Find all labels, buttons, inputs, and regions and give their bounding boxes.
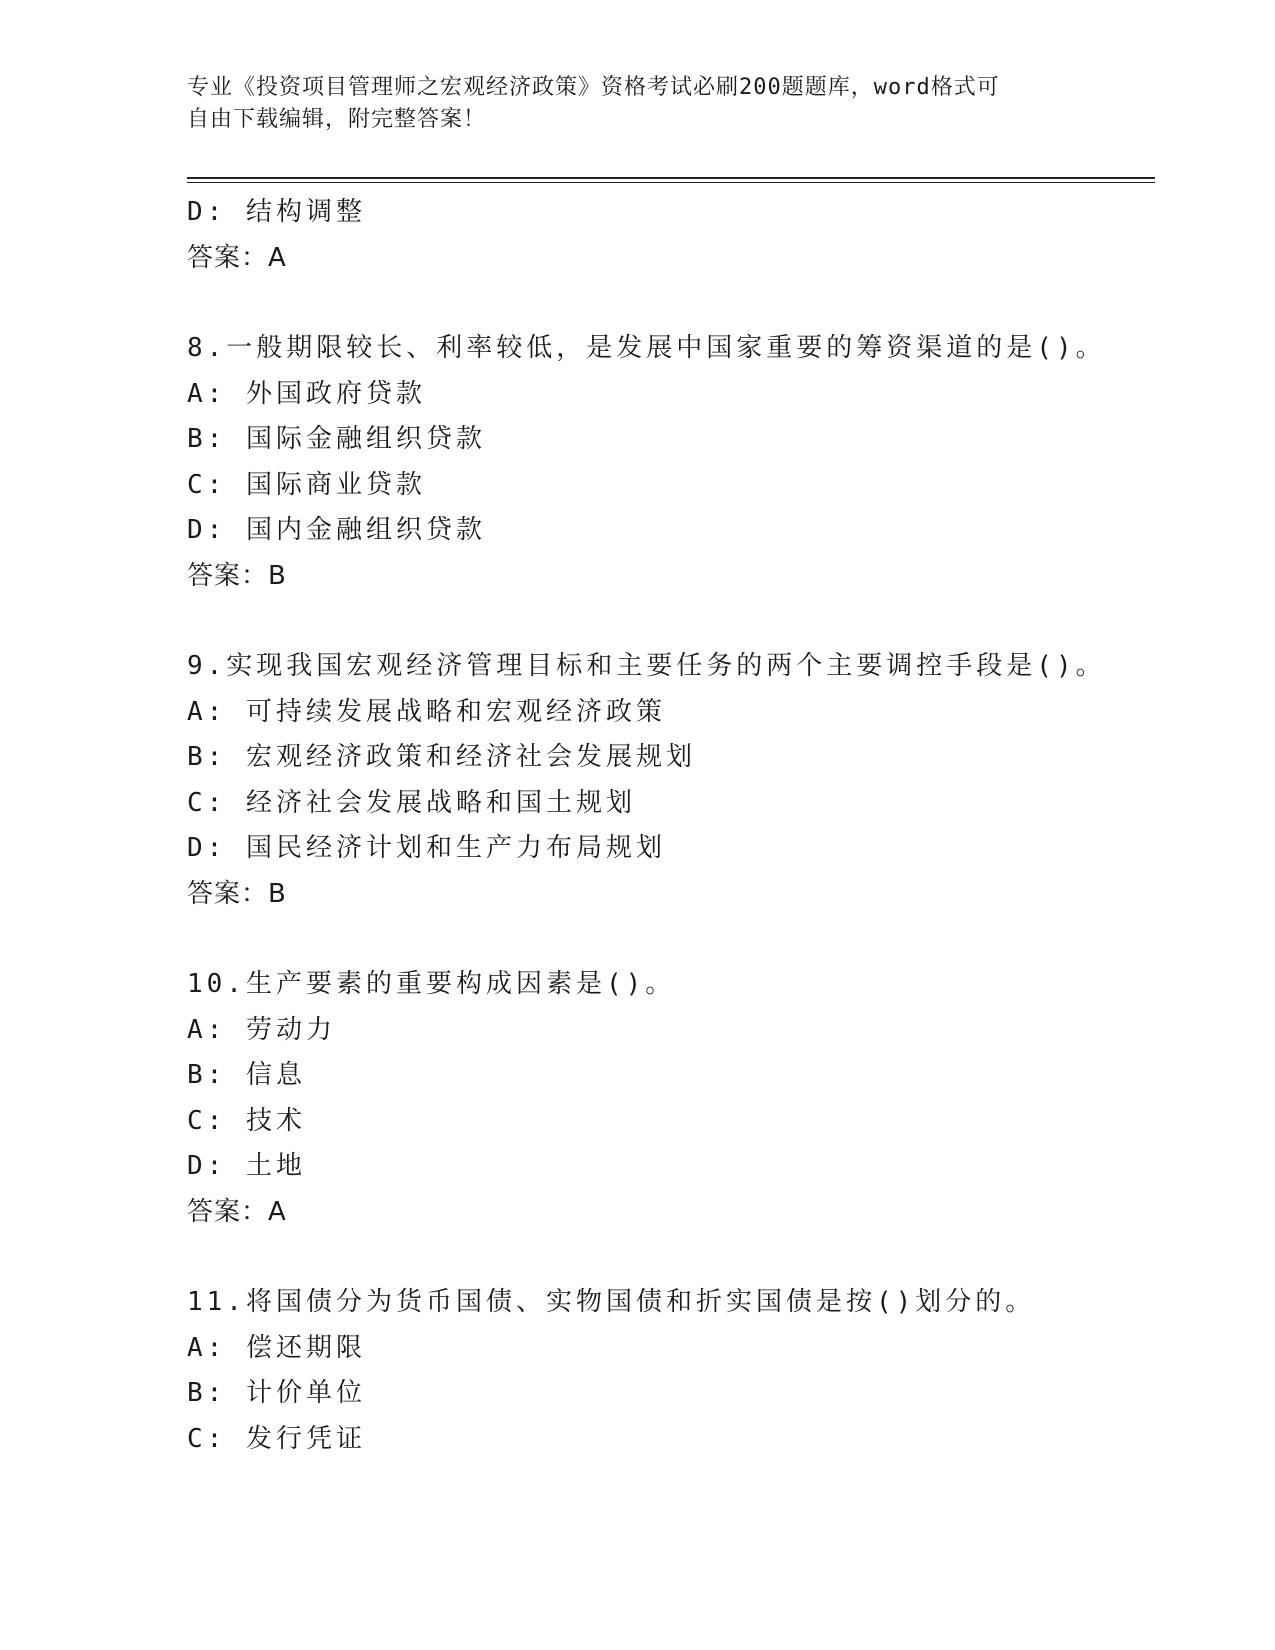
option-b: B: 计价单位 [187,1378,366,1408]
question-stem: 8.一般期限较长、利率较低，是发展中国家重要的筹资渠道的是()。 [187,333,1106,363]
header-line-2: 自由下载编辑，附完整答案！ [187,107,487,132]
option-c: C: 技术 [187,1105,306,1136]
spacer [187,1235,1155,1280]
question-stem: 9.实现我国宏观经济管理目标和主要任务的两个主要调控手段是()。 [187,651,1106,681]
answer-line: 答案：A [187,1196,287,1227]
option-d: D: 国民经济计划和生产力布局规划 [187,833,666,863]
spacer [187,281,1155,326]
option-c: C: 经济社会发展战略和国土规划 [187,787,636,818]
spacer [187,599,1155,644]
option-c: C: 发行凭证 [187,1423,366,1454]
option-a: A: 偿还期限 [187,1332,366,1363]
question-list [187,190,1155,1462]
option-b: B: 信息 [187,1060,306,1090]
option-d: D: 国内金融组织贷款 [187,515,486,545]
option-a: A: 外国政府贷款 [187,378,426,409]
header-line-1: 专业《投资项目管理师之宏观经济政策》资格考试必刷200题题库，word格式可 [187,75,1000,100]
option-a: A: 可持续发展战略和宏观经济政策 [187,696,666,727]
answer-line: 答案：B [187,560,287,591]
question-stem: 10.生产要素的重要构成因素是()。 [187,969,676,999]
option-b: B: 宏观经济政策和经济社会发展规划 [187,742,696,772]
header-divider [187,177,1155,183]
option-d: D: 土地 [187,1151,306,1181]
option-d: D: 结构调整 [187,197,366,227]
spacer [187,917,1155,962]
option-b: B: 国际金融组织贷款 [187,424,486,454]
answer-line: 答案：B [187,878,287,909]
option-c: C: 国际商业贷款 [187,469,426,500]
question-stem: 11.将国债分为货币国债、实物国债和折实国债是按()划分的。 [187,1287,1036,1317]
option-a: A: 劳动力 [187,1014,336,1045]
answer-line: 答案：A [187,242,287,273]
document-header [187,72,1087,136]
